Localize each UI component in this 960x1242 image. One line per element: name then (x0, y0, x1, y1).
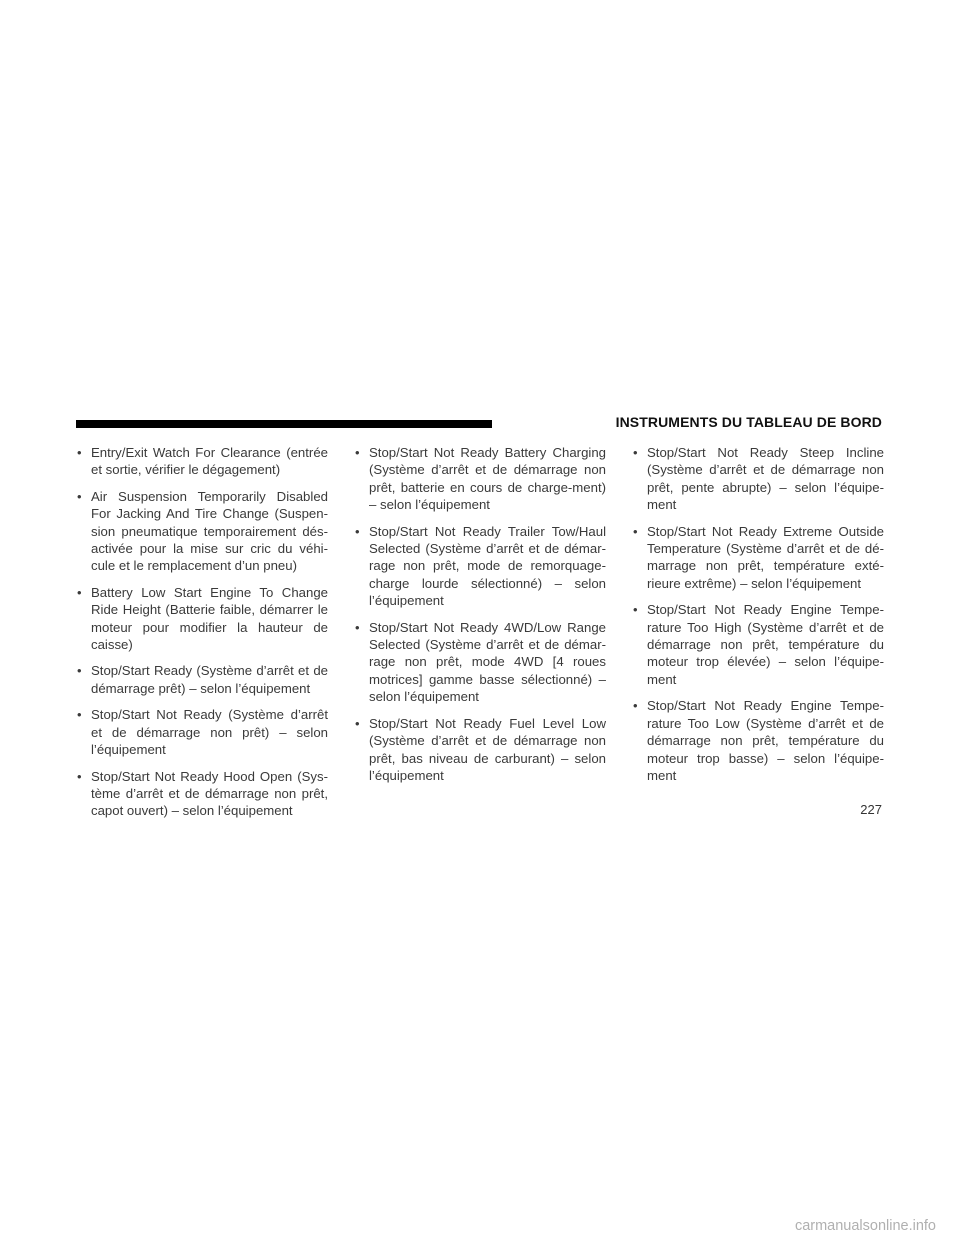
list-item (354, 444, 606, 514)
bullet-icon: • (355, 715, 360, 731)
bullet-list-column-3 (632, 444, 884, 793)
bullet-icon: • (633, 698, 638, 714)
list-item-text: Stop/Start Not Ready Engine Tempe-rature Too High (Système d’arrêt et de démarrage non prêt, température du moteur trop élevée) – selon l’équipe-ment (647, 602, 884, 687)
bullet-list-column-2 (354, 444, 606, 793)
list-item (76, 768, 328, 820)
list-item-text: Battery Low Start Engine To Change Ride Height (Batterie faible, démarrer le moteur pour modifier la hauteur de caisse) (91, 584, 328, 653)
list-item (76, 662, 328, 697)
list-item-text: Stop/Start Not Ready Extreme Outside Temperature (Système d’arrêt et de dé-marrage non prêt, température exté-rieure extrême) – selon l’équipement (647, 523, 884, 591)
list-item-text: Stop/Start Not Ready Battery Charging (Système d’arrêt et de démarrage non prêt, batterie en cours de charge-ment) – selon l’équipement (369, 445, 606, 513)
page-number: 227 (860, 802, 882, 817)
list-item (632, 444, 884, 514)
section-header-bar (76, 420, 492, 428)
list-item (76, 706, 328, 758)
list-item-text: Stop/Start Ready (Système d’arrêt et de démarrage prêt) – selon l’équipement (91, 663, 328, 696)
list-item-text: Stop/Start Not Ready Fuel Level Low (Système d’arrêt et de démarrage non prêt, bas niveau de carburant) – selon l’équipement (369, 715, 606, 783)
watermark-text: carmanualsonline.info (794, 1218, 936, 1234)
bullet-icon: • (77, 584, 82, 600)
list-item (76, 444, 328, 479)
list-item-text: Entry/Exit Watch For Clearance (entrée et sortie, vérifier le dégagement) (91, 445, 328, 478)
bullet-icon: • (633, 602, 638, 618)
bullet-icon: • (77, 488, 82, 504)
section-title: INSTRUMENTS DU TABLEAU DE BORD (615, 414, 882, 430)
list-item-text: Stop/Start Not Ready 4WD/Low Range Selected (Système d’arrêt et de démar-rage non prêt, mode 4WD [4 roues motrices] gamme basse sélectionné) – selon l’équipement (369, 619, 606, 705)
list-item (76, 488, 328, 575)
list-item-text: Stop/Start Not Ready Engine Tempe-rature Too Low (Système d’arrêt et de démarrage non prêt, température du moteur trop basse) – selon l’équipe-ment (647, 698, 884, 783)
list-item (632, 697, 884, 784)
bullet-icon: • (77, 768, 82, 784)
bullet-icon: • (633, 523, 638, 539)
bullet-icon: • (77, 707, 82, 723)
list-item-text: Stop/Start Not Ready Trailer Tow/Haul Selected (Système d’arrêt et de démar-rage non prêt, mode de remorquage-charge lourde sélectionné) – selon l’équipement (369, 523, 606, 609)
bullet-list-column-1 (76, 444, 328, 829)
list-item-text: Stop/Start Not Ready (Système d’arrêt et de démarrage non prêt) – selon l’équipement (91, 707, 328, 758)
bullet-icon: • (355, 523, 360, 539)
list-item-text: Stop/Start Not Ready Steep Incline (Système d’arrêt et de démarrage non prêt, pente abrupte) – selon l’équipe-ment (647, 445, 884, 513)
bullet-icon: • (77, 663, 82, 679)
list-item-text: Stop/Start Not Ready Hood Open (Sys-tème d’arrêt et de démarrage non prêt, capot ouvert) – selon l’équipement (91, 768, 328, 819)
list-item (354, 523, 606, 610)
bullet-icon: • (355, 445, 360, 460)
list-item (632, 601, 884, 688)
list-item (76, 584, 328, 654)
list-item (354, 619, 606, 706)
bullet-icon: • (77, 445, 82, 460)
list-item (632, 523, 884, 593)
list-item-text: Air Suspension Temporarily Disabled For Jacking And Tire Change (Suspen-sion pneumatique temporairement dés-activée pour la mise sur cric du véhi-cule et le remplacement d’un pneu) (91, 488, 328, 574)
bullet-icon: • (633, 445, 638, 460)
bullet-icon: • (355, 619, 360, 635)
list-item (354, 715, 606, 785)
